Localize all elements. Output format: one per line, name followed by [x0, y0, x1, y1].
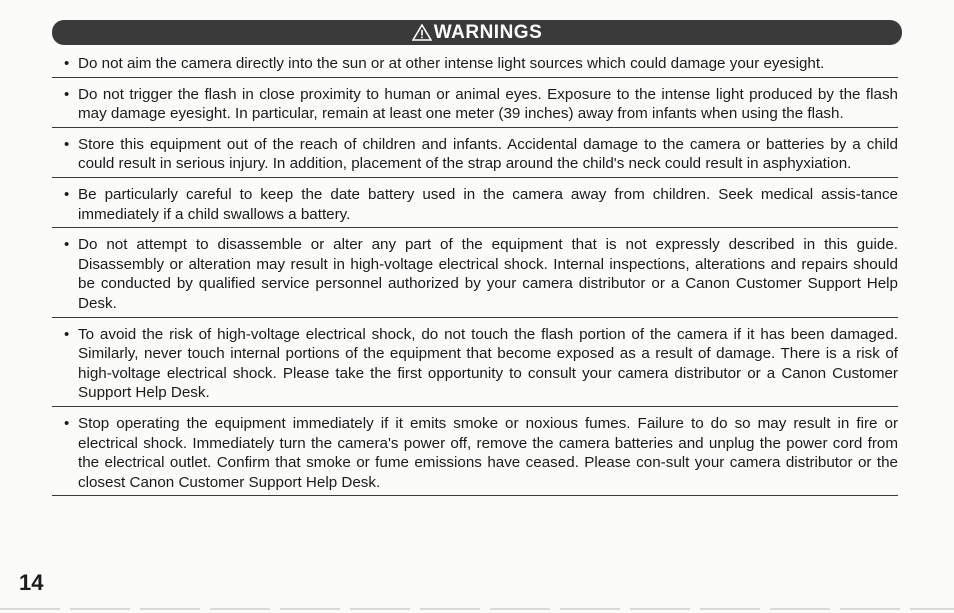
warning-text: Do not trigger the flash in close proximity to human or animal eyes. Exposure to the intense light produced by the flash may damage eyesight. In particular, remain at least one meter (39 inches) away from infants when using the flash.	[78, 85, 898, 123]
warning-item	[52, 412, 898, 496]
warning-item	[52, 52, 898, 78]
page-number: 14	[19, 570, 44, 595]
warning-item	[52, 323, 898, 407]
warning-text: Store this equipment out of the reach of children and infants. Accidental damage to the camera or batteries by a child could result in serious injury. In addition, placement of the strap around the child's neck could result in asphyxiation.	[78, 135, 898, 173]
bullet-icon: •	[64, 236, 70, 254]
bottom-divider	[0, 608, 954, 610]
bullet-icon: •	[64, 85, 70, 103]
warning-item	[52, 83, 898, 128]
warning-text: Do not attempt to disassemble or alter any part of the equipment that is not expressly described in this guide. Disassembly or alteration may result in high-voltage electrical shock. Internal inspections, alterations and repairs should be conducted by qualified service personnel authorized by your camera distributor or a Canon Customer Support Help Desk.	[78, 236, 898, 312]
warning-text: Stop operating the equipment immediately if it emits smoke or noxious fumes. Failure to do so may result in fire or electrical shock. Immediately turn the camera's power off, remove the camera batteries and unplug the power cord from the electrical outlet. Confirm that smoke or fume emissions have ceased. Please con-sult your camera distributor or the closest Canon Customer Support Help Desk.	[78, 414, 898, 491]
bullet-icon: •	[64, 325, 70, 343]
warning-text: Be particularly careful to keep the date battery used in the camera away from children. Seek medical assis-tance immediately if a child swallows a battery.	[78, 185, 898, 223]
bullet-icon: •	[64, 185, 70, 203]
warning-text: Do not aim the camera directly into the sun or at other intense light sources which could damage your eyesight.	[78, 55, 825, 72]
warnings-title: WARNINGS	[433, 21, 543, 43]
bullet-icon: •	[64, 135, 70, 153]
warning-item	[52, 133, 898, 178]
bullet-icon: •	[64, 414, 70, 432]
warnings-header	[52, 20, 902, 45]
bullet-icon: •	[64, 55, 70, 72]
warning-item	[52, 233, 898, 317]
warnings-list	[52, 52, 898, 501]
warning-text: To avoid the risk of high-voltage electrical shock, do not touch the flash portion of the camera if it has been damaged. Similarly, never touch internal portions of the equipment that become exposed as a result of damage. There is a risk of high-voltage electrical shock. Please take the first opportunity to consult your camera distributor or a Canon Customer Support Help Desk.	[78, 325, 898, 402]
warning-triangle-icon	[412, 24, 432, 41]
warning-item	[52, 183, 898, 228]
